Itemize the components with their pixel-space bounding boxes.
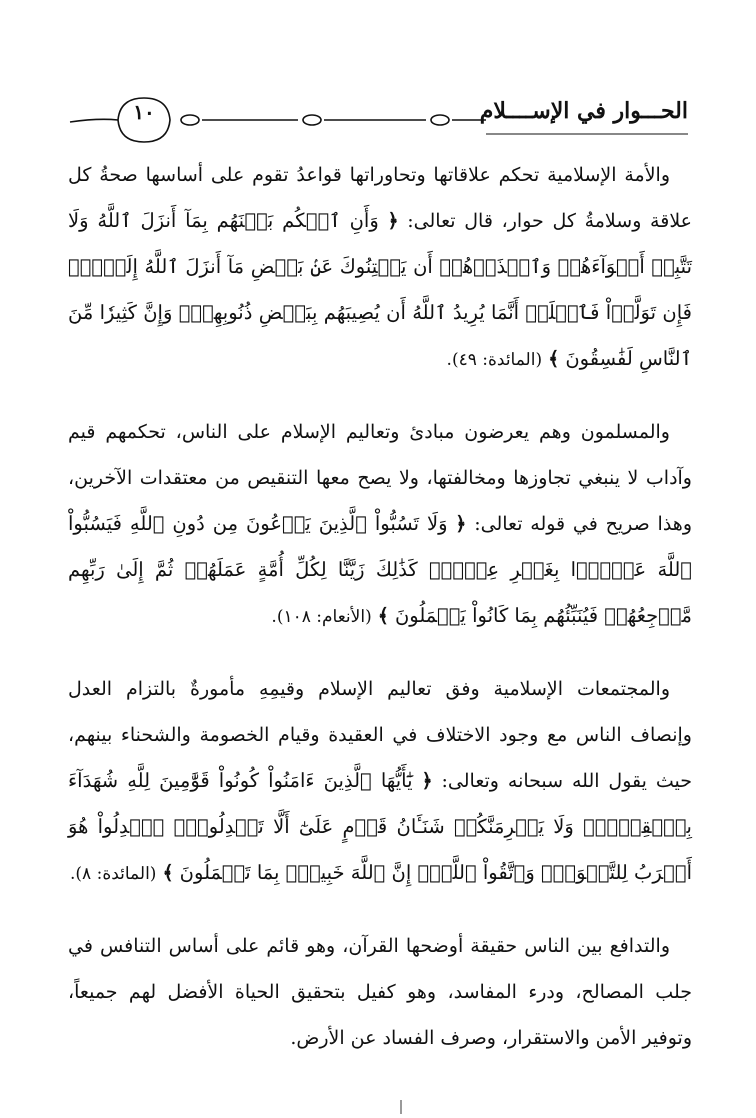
quran-verse: وَأَنِ ٱحۡكُم بَيۡنَهُم بِمَآ أَنزَلَ ٱللَّهُ وَلَا تَتَّبِعۡ أَهۡوَآءَهُمۡ وَٱحۡذَرۡهُمۡ أَن يَفۡتِنُوكَ عَنۢ بَعۡضِ مَآ أَنزَلَ ٱللَّهُ إِلَيۡكَۖ فَإِن تَوَلَّوۡاْ فَٱعۡلَمۡ أَنَّمَا يُرِيدُ ٱللَّهُ أَن يُصِيبَهُم بِبَعۡضِ ذُنُوبِهِمۡۗ وَإِنَّ كَثِيرٗا مِّنَ ٱلنَّاسِ لَفَٰسِقُونَ [68,209,692,370]
page-number: ١٠ [133,100,155,124]
running-header [68,92,688,144]
paragraph [68,923,692,1061]
paragraph [68,409,692,640]
scan-mark [400,1100,402,1114]
verse-open-bracket: ﴿ [387,210,399,232]
paragraph-text: والمسلمون وهم يعرضون مبادئ وتعاليم الإسلام على الناس، تحكمهم قيم وآداب لا ينبغي تجاوزها ومخالفتها، ولا يصح معها التنقيص من معتقدات الآخرين، وهذا صريح في قوله تعالى: [68,421,692,535]
page-body [68,152,692,1087]
running-title: الحـــوار في الإســــلام [479,98,688,124]
paragraph-text: والأمة الإسلامية تحكم علاقاتها وتحاوراتها قواعدُ تقوم على أساسها صحةُ كل علاقة وسلامةُ كل حوار، قال تعالى: [68,164,692,232]
verse-open-bracket: ﴿ [421,770,433,792]
paragraph [68,666,692,897]
verse-close-bracket: ﴾ [162,862,174,884]
verse-citation: (الأنعام: ١٠٨). [271,607,372,627]
paragraph-text: والتدافع بين الناس حقيقة أوضحها القرآن، وهو قائم على أساس التنافس في جلب المصالح، ودرء المفاسد، وهو كفيل بتحقيق الحياة الأفضل لهم جميعاً، وتوفير الأمن والاستقرار، وصرف الفساد عن الأرض. [68,935,692,1049]
verse-citation: (المائدة: ٤٩). [446,350,543,370]
paragraph-text: والمجتمعات الإسلامية وفق تعاليم الإسلام وقيمِهِ مأمورةٌ بالتزام العدل وإنصاف الناس مع وجود الاختلاف في العقيدة وقيام الخصومة والشحناء بينهم، حيث يقول الله سبحانه وتعالى: [68,678,692,792]
verse-citation: (المائدة: ٨). [70,864,157,884]
verse-close-bracket: ﴾ [548,348,560,370]
verse-open-bracket: ﴿ [455,513,467,535]
verse-close-bracket: ﴾ [377,605,389,627]
quran-verse: وَلَا تَسُبُّواْ ٱلَّذِينَ يَدۡعُونَ مِن دُونِ ٱللَّهِ فَيَسُبُّواْ ٱللَّهَ عَدۡوَۢا بِغَيۡرِ عِلۡمٖۗ كَذَٰلِكَ زَيَّنَّا لِكُلِّ أُمَّةٍ عَمَلَهُمۡ ثُمَّ إِلَىٰ رَبِّهِم مَّرۡجِعُهُمۡ فَيُنَبِّئُهُم بِمَا كَانُواْ يَعۡمَلُونَ [68,512,692,627]
paragraph [68,152,692,383]
quran-verse: يَٰٓأَيُّهَا ٱلَّذِينَ ءَامَنُواْ كُونُواْ قَوَّٰمِينَ لِلَّهِ شُهَدَآءَ بِٱلۡقِسۡطِۖ وَلَا يَجۡرِمَنَّكُمۡ شَنَـَٔانُ قَوۡمٍ عَلَىٰٓ أَلَّا تَعۡدِلُواْۚ ٱعۡدِلُواْ هُوَ أَقۡرَبُ لِلتَّقۡوَىٰۖ وَٱتَّقُواْ ٱللَّهَۚ إِنَّ ٱللَّهَ خَبِيرُۢ بِمَا تَعۡمَلُونَ [68,769,692,884]
